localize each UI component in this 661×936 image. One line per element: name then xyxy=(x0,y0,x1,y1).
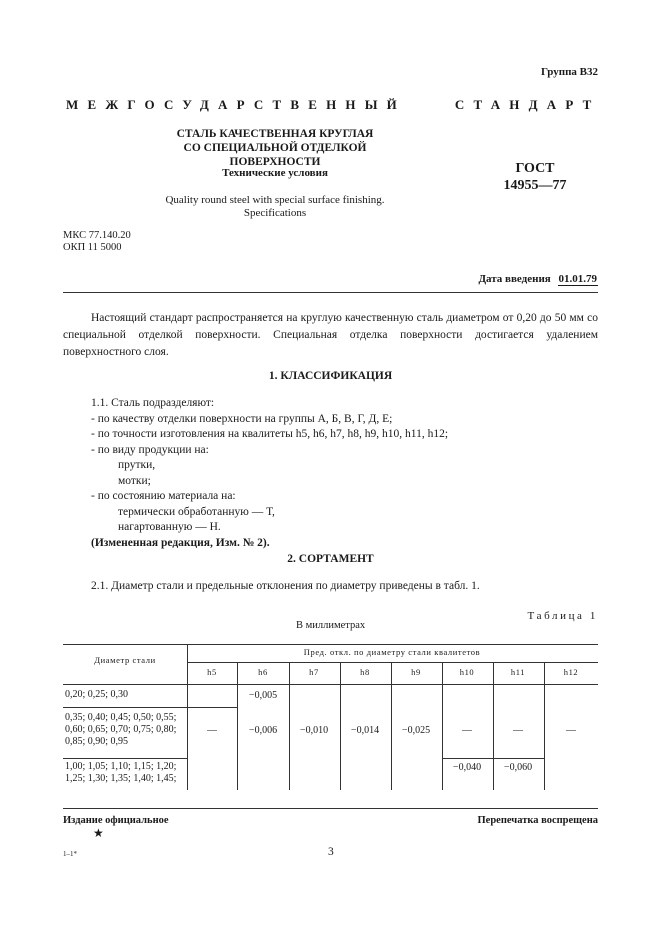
title-line-1: СТАЛЬ КАЧЕСТВЕННАЯ КРУГЛАЯ xyxy=(176,128,374,140)
paragraph-2-1: 2.1. Диаметр стали и предельные отклонения по диаметру приведены в табл. 1. xyxy=(91,580,480,592)
standard-banner xyxy=(66,97,601,113)
mks-code: МКС 77.140.20 xyxy=(63,230,131,241)
column-header-diameter: Диаметр стали xyxy=(94,655,156,665)
reprint-prohibited-label: Перепечатка воспрещена xyxy=(477,815,598,826)
tolerance-h11-rows12: — xyxy=(513,725,523,736)
gost-label: ГОСТ xyxy=(515,161,555,176)
grade-header: h11 xyxy=(510,667,526,677)
diameter-row-1 xyxy=(65,689,128,701)
column-header-tolerances: Пред. откл. по диаметру стали квалитетов xyxy=(303,647,481,657)
grade-header: h10 xyxy=(459,667,475,677)
english-title xyxy=(140,194,410,220)
banner-left: МЕЖГОСУДАРСТВЕННЫЙ xyxy=(66,97,406,112)
group-label: Группа В32 xyxy=(540,66,598,78)
title-line-2: СО СПЕЦИАЛЬНОЙ ОТДЕЛКОЙ ПОВЕРХНОСТИ xyxy=(183,142,367,168)
official-edition-label: Издание официальное xyxy=(63,815,169,826)
classification-list xyxy=(91,396,448,551)
grade-header: h5 xyxy=(207,667,217,677)
intro-date-value: 01.01.79 xyxy=(558,273,597,285)
english-title-line-2: Specifications xyxy=(243,207,307,219)
edition-note: (Измененная редакция, Изм. № 2). xyxy=(91,536,270,549)
list-subitem: нагартованную — Н. xyxy=(118,521,221,533)
tolerance-h10-rows12: — xyxy=(462,725,472,736)
grade-header: h6 xyxy=(258,667,268,677)
intro-paragraph: Настоящий стандарт распространяется на круглую качественную сталь диаметром от 0,20 до 50 мм со специальной отделкой поверхности. Специальная отделка поверхности достигается удалением поверхностного слоя. xyxy=(63,312,598,358)
list-line: - по качеству отделки поверхности на группы А, Б, В, Г, Д, Е; xyxy=(91,412,393,425)
list-subitem: мотки; xyxy=(118,474,151,487)
tolerance-h12: — xyxy=(566,725,576,736)
grade-header: h12 xyxy=(563,667,579,677)
section-1-heading: 1. КЛАССИФИКАЦИЯ xyxy=(268,370,393,382)
classification-codes xyxy=(63,230,131,254)
diameter-line: 0,85; 0,90; 0,95 xyxy=(65,736,129,747)
banner-right: СТАНДАРТ xyxy=(454,97,601,112)
tolerance-h5: — xyxy=(207,725,217,736)
diameter-line: 1,25; 1,30; 1,35; 1,40; 1,45; xyxy=(65,773,177,784)
list-subitem: термически обработанную — Т, xyxy=(118,505,275,518)
tolerance-h10-row3: −0,040 xyxy=(452,762,482,773)
grade-header: h8 xyxy=(360,667,370,677)
document-subtitle: Технические условия xyxy=(222,167,328,179)
diameter-line: 0,60; 0,65; 0,70; 0,75; 0,80; xyxy=(65,724,177,735)
english-title-line-1: Quality round steel with special surface finishing. xyxy=(165,194,385,206)
list-line: - по виду продукции на: xyxy=(91,443,209,456)
diameter-row-2 xyxy=(65,712,176,748)
diameter-line: 0,20; 0,25; 0,30 xyxy=(65,689,129,700)
diameter-row-3 xyxy=(65,761,176,785)
footer-divider xyxy=(63,808,598,809)
tolerance-h6-rows23: −0,006 xyxy=(248,725,278,736)
list-line: 1.1. Сталь подразделяют: xyxy=(91,397,215,409)
list-subitem: прутки, xyxy=(118,459,156,471)
gost-number xyxy=(480,160,590,194)
table-label: Таблица 1 xyxy=(527,610,598,622)
tolerance-h9: −0,025 xyxy=(401,725,431,736)
list-line: - по состоянию материала на: xyxy=(91,490,236,502)
intro-date xyxy=(478,273,598,285)
star-icon: ★ xyxy=(93,826,104,840)
tolerance-h7: −0,010 xyxy=(299,725,329,736)
diameter-line: 1,00; 1,05; 1,10; 1,15; 1,20; xyxy=(65,761,177,772)
section-2-heading: 2. СОРТАМЕНТ xyxy=(287,553,374,565)
table-units: В миллиметрах xyxy=(296,620,366,631)
grade-header: h7 xyxy=(309,667,319,677)
okp-code: ОКП 11 5000 xyxy=(63,242,122,253)
tolerance-h11-row3: −0,060 xyxy=(503,762,533,773)
tolerance-table xyxy=(63,644,598,790)
intro-date-label: Дата введения xyxy=(478,273,551,285)
gost-code: 14955—77 xyxy=(503,178,567,193)
document-title xyxy=(140,127,410,169)
tolerance-h8: −0,014 xyxy=(350,725,380,736)
grade-header: h9 xyxy=(411,667,421,677)
diameter-line: 0,35; 0,40; 0,45; 0,50; 0,55; xyxy=(65,712,177,723)
page-number: 3 xyxy=(328,846,334,858)
print-code: 1–1* xyxy=(63,850,77,858)
tolerance-h6-row1: −0,005 xyxy=(248,690,278,701)
list-line: - по точности изготовления на квалитеты h5, h6, h7, h8, h9, h10, h11, h12; xyxy=(91,428,449,440)
header-divider xyxy=(63,292,598,293)
